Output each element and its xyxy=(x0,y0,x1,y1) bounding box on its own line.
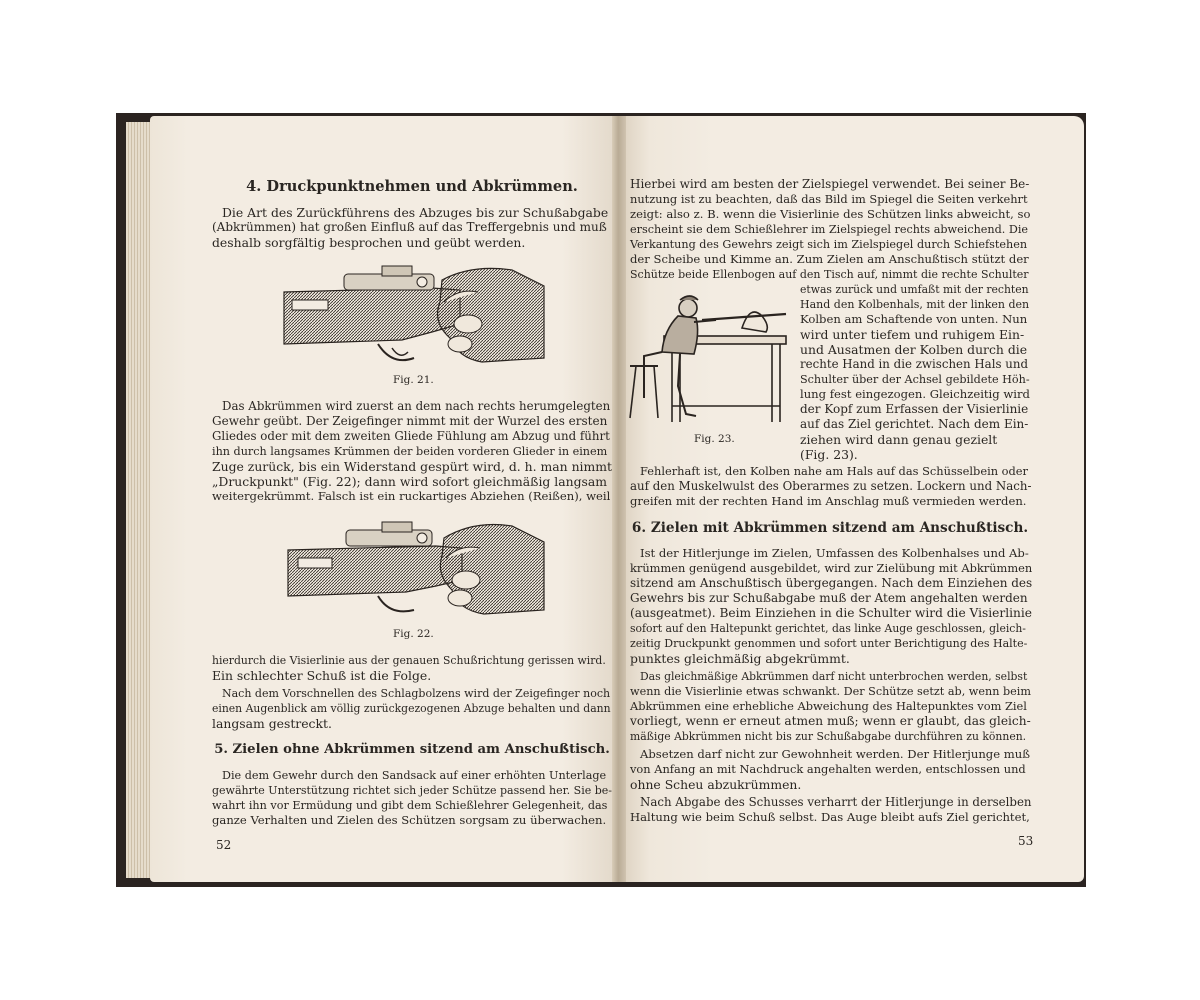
text-line: etwas zurück und umfaßt mit der rechten xyxy=(800,283,1029,296)
text-line: Hand den Kolbenhals, mit der linken den xyxy=(800,298,1030,311)
text-line: „Druckpunkt" (Fig. 22); dann wird sofort gleichmäßig langsam xyxy=(212,474,608,489)
figure-caption: Fig. 22. xyxy=(393,628,434,640)
text-line: Ist der Hitlerjunge im Zielen, Umfassen des Kolbenhalses und Ab- xyxy=(640,546,1029,560)
text-line: auf das Ziel gerichtet. Nach dem Ein- xyxy=(800,417,1029,431)
text-line: wird unter tiefem und ruhigem Ein- xyxy=(800,327,1025,342)
text-line: und Ausatmen der Kolben durch die xyxy=(800,342,1028,357)
text-line: Ein schlechter Schuß ist die Folge. xyxy=(212,668,432,683)
text-line: erscheint sie dem Schießlehrer im Zielspiegel rechts abweichend. Die xyxy=(630,223,1029,236)
page-number-right: 53 xyxy=(1018,834,1034,848)
text-line: deshalb sorgfältig besprochen und geübt werden. xyxy=(212,235,526,250)
section-heading-6: 6. Zielen mit Abkrümmen sitzend am Anschußtisch. xyxy=(631,520,1029,536)
text-line: weitergekrümmt. Falsch ist ein ruckartiges Abziehen (Reißen), weil xyxy=(212,489,611,503)
rifle-hand-illustration xyxy=(286,516,548,616)
text-line: auf den Muskelwulst des Oberarmes zu setzen. Lockern und Nach- xyxy=(630,479,1032,493)
text-line: mäßige Abkrümmen nicht bis zur Schußabgabe durchführen zu können. xyxy=(630,730,1027,743)
text-line: (Fig. 23). xyxy=(800,447,858,462)
text-line: von Anfang an mit Nachdruck angehalten werden, entschlossen und xyxy=(630,762,1026,776)
text-line: Die dem Gewehr durch den Sandsack auf einer erhöhten Unterlage xyxy=(222,769,607,782)
text-line: Schütze beide Ellenbogen auf den Tisch auf, nimmt die rechte Schulter xyxy=(630,268,1029,281)
text-line: Verkantung des Gewehrs zeigt sich im Zielspiegel durch Schiefstehen xyxy=(630,238,1028,251)
text-line: greifen mit der rechten Hand im Anschlag muß vermieden werden. xyxy=(630,494,1027,508)
text-line: Die Art des Zurückführens des Abzuges bis zur Schußabgabe xyxy=(222,205,609,220)
shooter-at-table-illustration xyxy=(624,286,790,430)
rifle-hand-illustration xyxy=(282,262,548,370)
text-line: Gewehrs bis zur Schußabgabe muß der Atem angehalten werden xyxy=(630,591,1028,605)
page-number-left: 52 xyxy=(216,838,232,852)
text-line: Kolben am Schaftende von unten. Nun xyxy=(800,312,1028,326)
text-line: der Kopf zum Erfassen der Visierlinie xyxy=(800,402,1029,416)
text-line: sitzend am Anschußtisch übergegangen. Nach dem Einziehen des xyxy=(630,576,1033,590)
text-line: langsam gestreckt. xyxy=(212,716,332,731)
text-line: sofort auf den Haltepunkt gerichtet, das linke Auge geschlossen, gleich- xyxy=(630,622,1026,635)
text-line: punktes gleichmäßig abgekrümmt. xyxy=(630,651,850,666)
text-line: Gliedes oder mit dem zweiten Gliede Fühlung am Abzug und führt xyxy=(212,429,610,443)
section-heading-5: 5. Zielen ohne Abkrümmen sitzend am Anschußtisch. xyxy=(214,742,610,757)
text-line: einen Augenblick am völlig zurückgezogenen Abzuge behalten und dann xyxy=(212,702,611,715)
text-line: der Scheibe und Kimme an. Zum Zielen am Anschußtisch stützt der xyxy=(630,252,1029,266)
text-line: lung fest eingezogen. Gleichzeitig wird xyxy=(800,387,1030,401)
text-line: Nach Abgabe des Schusses verharrt der Hitlerjunge in derselben xyxy=(640,795,1032,809)
text-line: Nach dem Vorschnellen des Schlagbolzens wird der Zeigefinger noch xyxy=(222,687,611,700)
text-line: gewährte Unterstützung richtet sich jeder Schütze passend her. Sie be- xyxy=(212,784,612,797)
text-line: ohne Scheu abzukrümmen. xyxy=(630,777,802,792)
text-line: ihn durch langsames Krümmen der beiden vorderen Glieder in einem xyxy=(212,445,608,458)
text-line: zeitig Druckpunkt genommen und sofort unter Berichtigung des Halte- xyxy=(630,637,1028,650)
figure-caption: Fig. 23. xyxy=(694,433,735,445)
text-line: Das gleichmäßige Abkrümmen darf nicht unterbrochen werden, selbst xyxy=(640,670,1028,683)
section-heading-4: 4. Druckpunktnehmen und Abkrümmen. xyxy=(246,178,578,195)
text-line: Schulter über der Achsel gebildete Höh- xyxy=(800,373,1030,386)
text-line: zeigt: also z. B. wenn die Visierlinie des Schützen links abweicht, so xyxy=(630,207,1031,221)
text-line: vorliegt, wenn er erneut atmen muß; wenn er glaubt, das gleich- xyxy=(630,714,1031,728)
text-line: (ausgeatmet). Beim Einziehen in die Schulter wird die Visierlinie xyxy=(630,606,1032,620)
text-line: wahrt ihn vor Ermüdung und gibt dem Schießlehrer Gelegenheit, das xyxy=(212,799,608,812)
text-line: Hierbei wird am besten der Zielspiegel verwendet. Bei seiner Be- xyxy=(630,177,1030,191)
text-line: nutzung ist zu beachten, daß das Bild im Spiegel die Seiten verkehrt xyxy=(630,192,1028,206)
text-line: Absetzen darf nicht zur Gewohnheit werden. Der Hitlerjunge muß xyxy=(640,747,1030,761)
text-line: Fehlerhaft ist, den Kolben nahe am Hals auf das Schüsselbein oder xyxy=(640,464,1028,478)
text-line: Das Abkrümmen wird zuerst an dem nach rechts herumgelegten xyxy=(222,399,611,413)
figure-caption: Fig. 21. xyxy=(393,374,434,386)
text-line: wenn die Visierlinie etwas schwankt. Der Schütze setzt ab, wenn beim xyxy=(630,685,1031,698)
book-gutter xyxy=(612,116,626,882)
text-line: Gewehr geübt. Der Zeigefinger nimmt mit der Wurzel des ersten xyxy=(212,414,608,428)
text-line: Abkrümmen eine erhebliche Abweichung des Haltepunktes vom Ziel xyxy=(630,699,1027,713)
text-line: Haltung wie beim Schuß selbst. Das Auge bleibt aufs Ziel gerichtet, xyxy=(630,810,1030,824)
text-line: rechte Hand in die zwischen Hals und xyxy=(800,357,1029,371)
text-line: (Abkrümmen) hat großen Einfluß auf das Treffergebnis und muß xyxy=(212,220,607,234)
text-line: krümmen genügend ausgebildet, wird zur Zielübung mit Abkrümmen xyxy=(630,561,1033,575)
text-line: hierdurch die Visierlinie aus der genauen Schußrichtung gerissen wird. xyxy=(212,654,606,667)
text-line: Zuge zurück, bis ein Widerstand gespürt wird, d. h. man nimmt xyxy=(212,459,612,474)
text-line: ziehen wird dann genau gezielt xyxy=(800,432,998,447)
text-line: ganze Verhalten und Zielen des Schützen sorgsam zu überwachen. xyxy=(212,813,607,827)
